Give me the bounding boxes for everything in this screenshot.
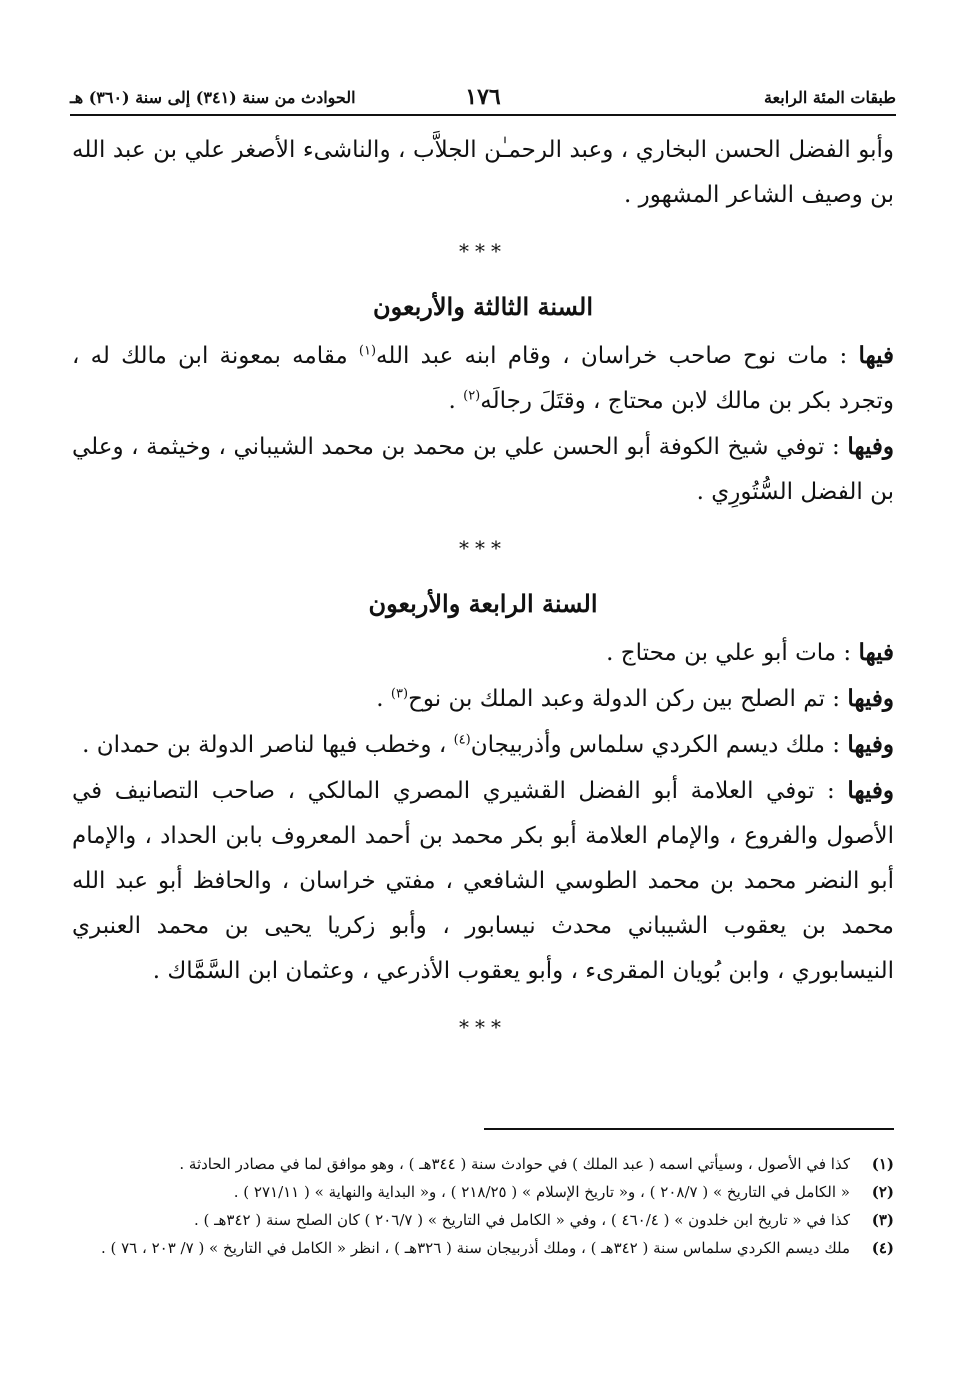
footnote-number: (٣): [871, 1211, 894, 1229]
event-paragraph: فيها : مات نوح صاحب خراسان ، وقام ابنه عبد الله$^{(١)}$ مقامه بمعونة ابن مالك له ، وتجرد بكر بن مالك لابن محتاج ، وقتَلَ رجالَه$^{(٢)}$ .: [72, 342, 894, 414]
footnotes: [72, 1150, 894, 1262]
section-separator: ***: [459, 536, 507, 560]
footnote: [72, 1234, 894, 1262]
footnote-divider: [484, 1128, 894, 1130]
keyword: وفيها: [847, 731, 894, 758]
book-title: طبقات المئة الرابعة: [763, 88, 896, 107]
event-paragraph: وفيها : ملك ديسم الكردي سلماس وأذربيجان$^{(٤)}$ ، وخطب فيها لناصر الدولة بن حمدان .: [82, 731, 894, 758]
footnote-number: (٢): [871, 1183, 894, 1201]
running-title: الحوادث من سنة (٣٤١) إلى سنة (٣٦٠) هـ: [70, 88, 356, 107]
section-separator: ***: [459, 1015, 507, 1039]
footnote: [72, 1150, 894, 1178]
event-paragraph: وفيها : تم الصلح بين ركن الدولة وعبد الملك بن نوح$^{(٣)}$ .: [376, 685, 894, 712]
footnote-ref[interactable]: (٣): [390, 686, 409, 702]
event-paragraph: وفيها : توفي شيخ الكوفة أبو الحسن علي بن محمد بن محمد الشيباني ، وخيثمة ، وعلي بن الفضل السُّتُورِي .: [72, 433, 894, 505]
keyword: وفيها: [847, 433, 894, 460]
opening-paragraph: وأبو الفضل الحسن البخاري ، وعبد الرحمـٰن الجلاَّب ، والناشىء الأصغر علي بن عبد الله بن وصيف الشاعر المشهور .: [72, 137, 894, 208]
main-text: [72, 128, 894, 1060]
event-paragraph: وفيها : توفي العلامة أبو الفضل القشيري المصري المالكي ، صاحب التصانيف في الأصول والفروع ، والإمام العلامة أبو بكر محمد بن أحمد المعروف بابن الحداد ، والإمام أبو النضر محمد بن محمد الطوسي الشافعي ، مفتي خراسان ، والحافظ أبو عبد الله محمد بن يعقوب الشيباني محدث نيسابور ، وأبو زكريا يحيى بن محمد العنبري النيسابوري ، وابن بُويان المقرىء ، وأبو يعقوب الأذرعي ، وعثمان ابن السَّمَّاك .: [72, 777, 894, 984]
footnote-text: ملك ديسم الكردي سلماس سنة ( ٣٤٢هـ ) ، وملك أذربيجان سنة ( ٣٢٦هـ ) ، انظر « الكامل في التاريخ » ( ٧/ ٢٠٣ ، ٧٦ ) .: [100, 1239, 850, 1257]
footnote-ref[interactable]: (١): [358, 343, 377, 359]
footnote: [72, 1206, 894, 1234]
section-heading: السنة الرابعة والأربعون: [368, 589, 598, 618]
running-header: [70, 84, 896, 116]
event-paragraph: فيها : مات أبو علي بن محتاج .: [606, 639, 894, 666]
footnote: [72, 1178, 894, 1206]
section-separator: ***: [459, 239, 507, 263]
keyword: فيها: [858, 342, 894, 369]
section-year-344: [72, 581, 894, 994]
footnote-number: (٤): [871, 1239, 894, 1257]
footnote-ref[interactable]: (٤): [453, 732, 471, 748]
section-heading: السنة الثالثة والأربعون: [373, 292, 593, 321]
footnote-text: « الكامل في التاريخ » ( ٢٠٨/٧ ) ، و« تاريخ الإسلام » ( ٢١٨/٢٥ ) ، و« البداية والنهاية » ( ٢٧١/١١ ) .: [233, 1183, 850, 1201]
footnote-number: (١): [871, 1155, 894, 1173]
page-number: ١٧٦: [465, 84, 501, 110]
keyword: فيها: [858, 639, 894, 666]
section-year-343: [72, 284, 894, 515]
keyword: وفيها: [847, 777, 894, 804]
keyword: وفيها: [847, 685, 894, 712]
footnote-text: كذا في الأصول ، وسيأتي اسمه ( عبد الملك ) في حوادث سنة ( ٣٤٤هـ ) ، وهو موافق لما في مصادر الحادثة .: [179, 1155, 850, 1173]
footnote-ref[interactable]: (٢): [463, 388, 481, 404]
footnote-text: كذا في « تاريخ ابن خلدون » ( ٤٦٠/٤ ) ، وفي « الكامل في التاريخ » ( ٢٠٦/٧ ) كان الصلح سنة ( ٣٤٢هـ ) .: [193, 1211, 850, 1229]
